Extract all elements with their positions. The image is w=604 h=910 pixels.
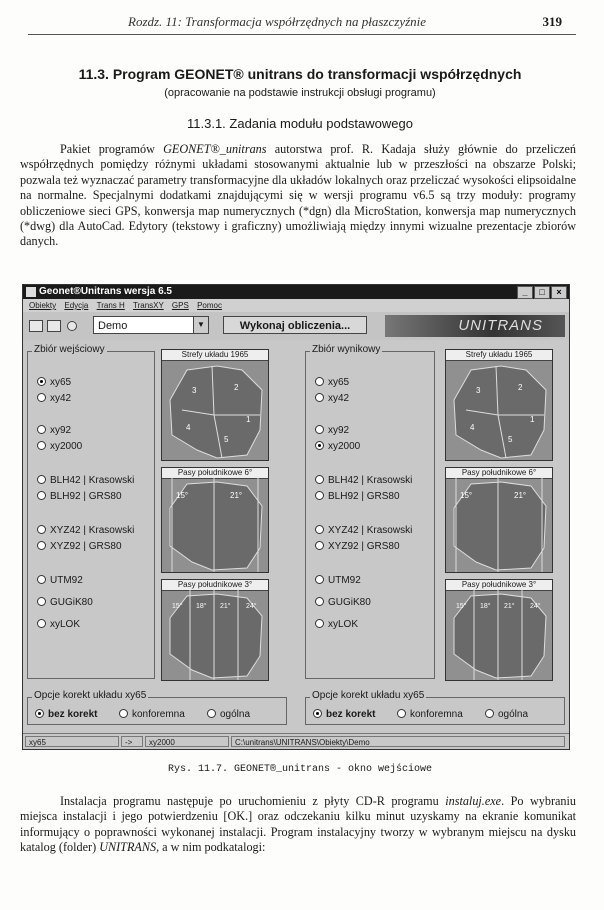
menu-obiekty[interactable]: Obiekty	[29, 301, 57, 310]
window-titlebar	[23, 285, 569, 299]
radio-label: UTM92	[328, 575, 361, 586]
radio-output-utm92[interactable]	[315, 575, 361, 586]
radio-label: ogólna	[220, 709, 251, 720]
svg-text:15°: 15°	[456, 603, 467, 610]
status-path: C:\unitrans\UNITRANS\Obiekty\Demo	[231, 736, 565, 747]
close-icon[interactable]: ×	[551, 286, 567, 299]
radio-label: BLH92 | GRS80	[328, 491, 400, 502]
radio-dot[interactable]	[37, 525, 46, 534]
radio-dot[interactable]	[37, 377, 46, 386]
document-icon[interactable]	[47, 320, 61, 332]
radio-dot[interactable]	[37, 619, 46, 628]
program-window	[22, 284, 570, 750]
svg-text:2: 2	[518, 383, 523, 392]
radio-output-xyz92-grs80[interactable]	[315, 541, 400, 552]
svg-text:4: 4	[470, 423, 475, 432]
calculator-icon[interactable]	[29, 320, 43, 332]
menu-edycja[interactable]: Edycja	[64, 301, 89, 310]
radio-label: konforemna	[132, 709, 185, 720]
status-arrow: ->	[121, 736, 143, 747]
poland-zones-1965-map	[162, 360, 268, 460]
radio-output-xy65[interactable]	[315, 377, 349, 388]
radio-label: xy2000	[50, 441, 83, 452]
radio-output-xyz42-krasowski[interactable]	[315, 525, 412, 536]
radio-label: GUGiK80	[328, 597, 371, 608]
subsection-title: 11.3.1. Zadania modułu podstawowego	[187, 116, 413, 131]
radio-input-gugik80[interactable]	[37, 597, 93, 608]
radio-label: UTM92	[50, 575, 83, 586]
radio-dot[interactable]	[315, 441, 324, 450]
radio-dot[interactable]	[37, 441, 46, 450]
poland-6deg-map	[446, 478, 552, 572]
toolbar	[23, 312, 569, 340]
section-subtitle: (opracowanie na podstawie instrukcji obsługi programu)	[164, 87, 436, 99]
radio-dot[interactable]	[315, 393, 324, 402]
radio-label: XYZ92 | GRS80	[50, 541, 122, 552]
radio-input-xy42[interactable]	[37, 393, 71, 404]
radio-label: konforemna	[410, 709, 463, 720]
radio-dot[interactable]	[315, 425, 324, 434]
radio-output-blh42-krasowski[interactable]	[315, 475, 412, 486]
zone-label: 4	[186, 423, 191, 432]
poland-3deg-map	[446, 590, 552, 680]
figure-caption: Rys. 11.7. GEONET®_unitrans - okno wejściowe	[167, 764, 433, 775]
status-bar	[23, 733, 569, 749]
radio-label: bez korekt	[326, 709, 376, 720]
menu-bar	[23, 299, 569, 312]
radio-input-xy2000[interactable]	[37, 441, 82, 452]
svg-text:18°: 18°	[480, 603, 491, 610]
zone-label: 3	[192, 386, 197, 395]
minimize-icon[interactable]: _	[517, 286, 533, 299]
radio-input-utm92[interactable]	[37, 575, 83, 586]
radio-label: GUGiK80	[50, 597, 93, 608]
radio-label: ogólna	[498, 709, 529, 720]
poland-3deg-map	[162, 590, 268, 680]
svg-text:21°: 21°	[230, 491, 243, 500]
status-to: xy2000	[145, 736, 229, 747]
maximize-icon[interactable]: □	[534, 286, 550, 299]
radio-input-xylok[interactable]	[37, 619, 80, 630]
input-group-label: Zbiór wejściowy	[34, 344, 105, 355]
object-combo[interactable]: Demo ▼	[93, 316, 209, 334]
radio-label: BLH42 | Krasowski	[50, 475, 135, 486]
radio-label: bez korekt	[48, 709, 98, 720]
radio-label: xy65	[328, 377, 350, 388]
chevron-down-icon[interactable]: ▼	[193, 317, 208, 333]
radio-label: xy42	[50, 393, 72, 404]
radio-dot[interactable]	[37, 475, 46, 484]
radio-dot[interactable]	[315, 541, 324, 550]
radio-dot[interactable]	[37, 575, 46, 584]
radio-dot[interactable]	[315, 475, 324, 484]
radio-label: xy2000	[328, 441, 361, 452]
svg-text:15°: 15°	[176, 491, 189, 500]
paragraph-intro: Pakiet programów GEONET®_unitrans autorstwa prof. R. Kadaja służy głównie do przeliczeń współrzędnych pomiędzy różnymi układami stosowanymi aktualnie lub w przeszłości na obszarze Polski; pozwala też wyznaczać parametry transformacyjne dla układów lokalnych oraz przeliczać wysokości elipsoidalne na normalne. Specjalnymi dodatkami znajdującymi się w wersji programu v6.5 są trzy moduły: programy obliczeniowe sieci GPS, konwersja map numerycznych (*dgn) dla MicroStation, konwersja map numerycznych (*dwg) dla AutoCad. Edytory (tekstowy i graficzny) umożliwiają między innymi wizualne prezentacje zbiorów danych.	[20, 142, 576, 249]
radio-dot[interactable]	[315, 619, 324, 628]
svg-text:15°: 15°	[172, 603, 183, 610]
poland-6deg-map	[162, 478, 268, 572]
map-zones-1965-output: Strefy układu 1965 3 2 4 1 5	[445, 349, 553, 461]
radio-dot[interactable]	[37, 541, 46, 550]
svg-text:3: 3	[476, 386, 481, 395]
radio-dot[interactable]	[315, 491, 324, 500]
radio-input-xyz42-krasowski[interactable]	[37, 525, 134, 536]
radio-input-blh42-krasowski[interactable]	[37, 475, 134, 486]
run-calculation-button[interactable]: Wykonaj obliczenia...	[223, 316, 367, 334]
poland-zones-1965-map	[446, 360, 552, 460]
svg-text:24°: 24°	[246, 603, 257, 610]
svg-text:15°: 15°	[460, 491, 473, 500]
zone-label: 2	[234, 383, 239, 392]
svg-text:5: 5	[508, 435, 513, 444]
output-group-label: Zbiór wynikowy	[312, 344, 381, 355]
svg-text:18°: 18°	[196, 603, 207, 610]
map-zones-3deg-input: Pasy południkowe 3° 15° 18° 21° 24°	[161, 579, 269, 681]
zone-label: 5	[224, 435, 229, 444]
radio-label: BLH92 | GRS80	[50, 491, 122, 502]
radio-dot[interactable]	[37, 425, 46, 434]
map-zones-6deg-input: Pasy południkowe 6° 15° 21°	[161, 467, 269, 573]
radio-output-blh92-grs80[interactable]	[315, 491, 400, 502]
radio-label: XYZ42 | Krasowski	[50, 525, 135, 536]
radio-label: xy92	[328, 425, 350, 436]
radio-dot[interactable]	[315, 525, 324, 534]
radio-output-gugik80[interactable]	[315, 597, 371, 608]
menu-trans-h[interactable]: Trans H	[96, 301, 125, 310]
radio-input-xyz92-grs80[interactable]	[37, 541, 122, 552]
running-title: Rozdz. 11: Transformacja współrzędnych na płaszczyźnie	[128, 14, 427, 29]
radio-label: XYZ92 | GRS80	[328, 541, 400, 552]
map-zones-1965-input: Strefy układu 1965 3 2 4 1 5	[161, 349, 269, 461]
radio-label: xyLOK	[50, 619, 81, 630]
radio-label: xy92	[50, 425, 72, 436]
page-header	[28, 12, 576, 35]
section-title: 11.3. Program GEONET® unitrans do transformacji współrzędnych	[78, 66, 522, 82]
radio-label: xy42	[328, 393, 350, 404]
radio-dot[interactable]	[37, 393, 46, 402]
menu-pomoc[interactable]: Pomoc	[197, 301, 222, 310]
svg-text:1: 1	[530, 415, 535, 424]
map-zones-6deg-output: Pasy południkowe 6° 15° 21°	[445, 467, 553, 573]
radio-dot[interactable]	[315, 575, 324, 584]
paragraph-installation: Instalacja programu następuje po uruchomieniu z płyty CD-R programu instaluj.exe. Po wybraniu miejsca instalacji i jego potwierdzeniu [OK.] oraz odczekaniu kilku minut uzyskamy na ekranie komunikat informujący o poprawności wykonanej instalacji. Program instalacyjny tworzy w wybranym miejscu na dysku katalog (folder) UNITRANS, a w nim podkatalogi:	[20, 794, 576, 855]
correction-group-output: Opcje korekt układu xy65	[305, 697, 565, 725]
radio-input-xy65[interactable]	[37, 377, 71, 388]
radio-label: xyLOK	[328, 619, 359, 630]
svg-text:24°: 24°	[530, 603, 541, 610]
radio-output-xy42[interactable]	[315, 393, 349, 404]
radio-dot[interactable]	[315, 597, 324, 606]
window-title: Geonet®Unitrans wersja 6.5	[39, 286, 172, 297]
menu-gps[interactable]: GPS	[171, 301, 189, 310]
radio-dot[interactable]	[37, 491, 46, 500]
radio-input-blh92-grs80[interactable]	[37, 491, 122, 502]
zone-label: 1	[246, 415, 251, 424]
radio-label: BLH42 | Krasowski	[328, 475, 413, 486]
unitrans-banner: UNITRANS	[385, 315, 565, 337]
svg-text:21°: 21°	[514, 491, 527, 500]
radio-output-xy92[interactable]	[315, 425, 349, 436]
radio-dot[interactable]	[315, 377, 324, 386]
radio-output-xylok[interactable]	[315, 619, 358, 630]
settings-icon[interactable]	[67, 321, 77, 331]
radio-output-xy2000[interactable]	[315, 441, 360, 452]
radio-label: XYZ42 | Krasowski	[328, 525, 413, 536]
svg-text:21°: 21°	[220, 603, 231, 610]
correction-group-input: Opcje korekt układu xy65	[27, 697, 287, 725]
app-icon	[26, 287, 36, 297]
status-from: xy65	[25, 736, 119, 747]
svg-text:21°: 21°	[504, 603, 515, 610]
radio-label: xy65	[50, 377, 72, 388]
menu-transxy[interactable]: TransXY	[133, 301, 164, 310]
radio-dot[interactable]	[37, 597, 46, 606]
map-zones-3deg-output: Pasy południkowe 3° 15° 18° 21° 24°	[445, 579, 553, 681]
radio-input-xy92[interactable]	[37, 425, 71, 436]
page-number: 319	[542, 14, 562, 29]
